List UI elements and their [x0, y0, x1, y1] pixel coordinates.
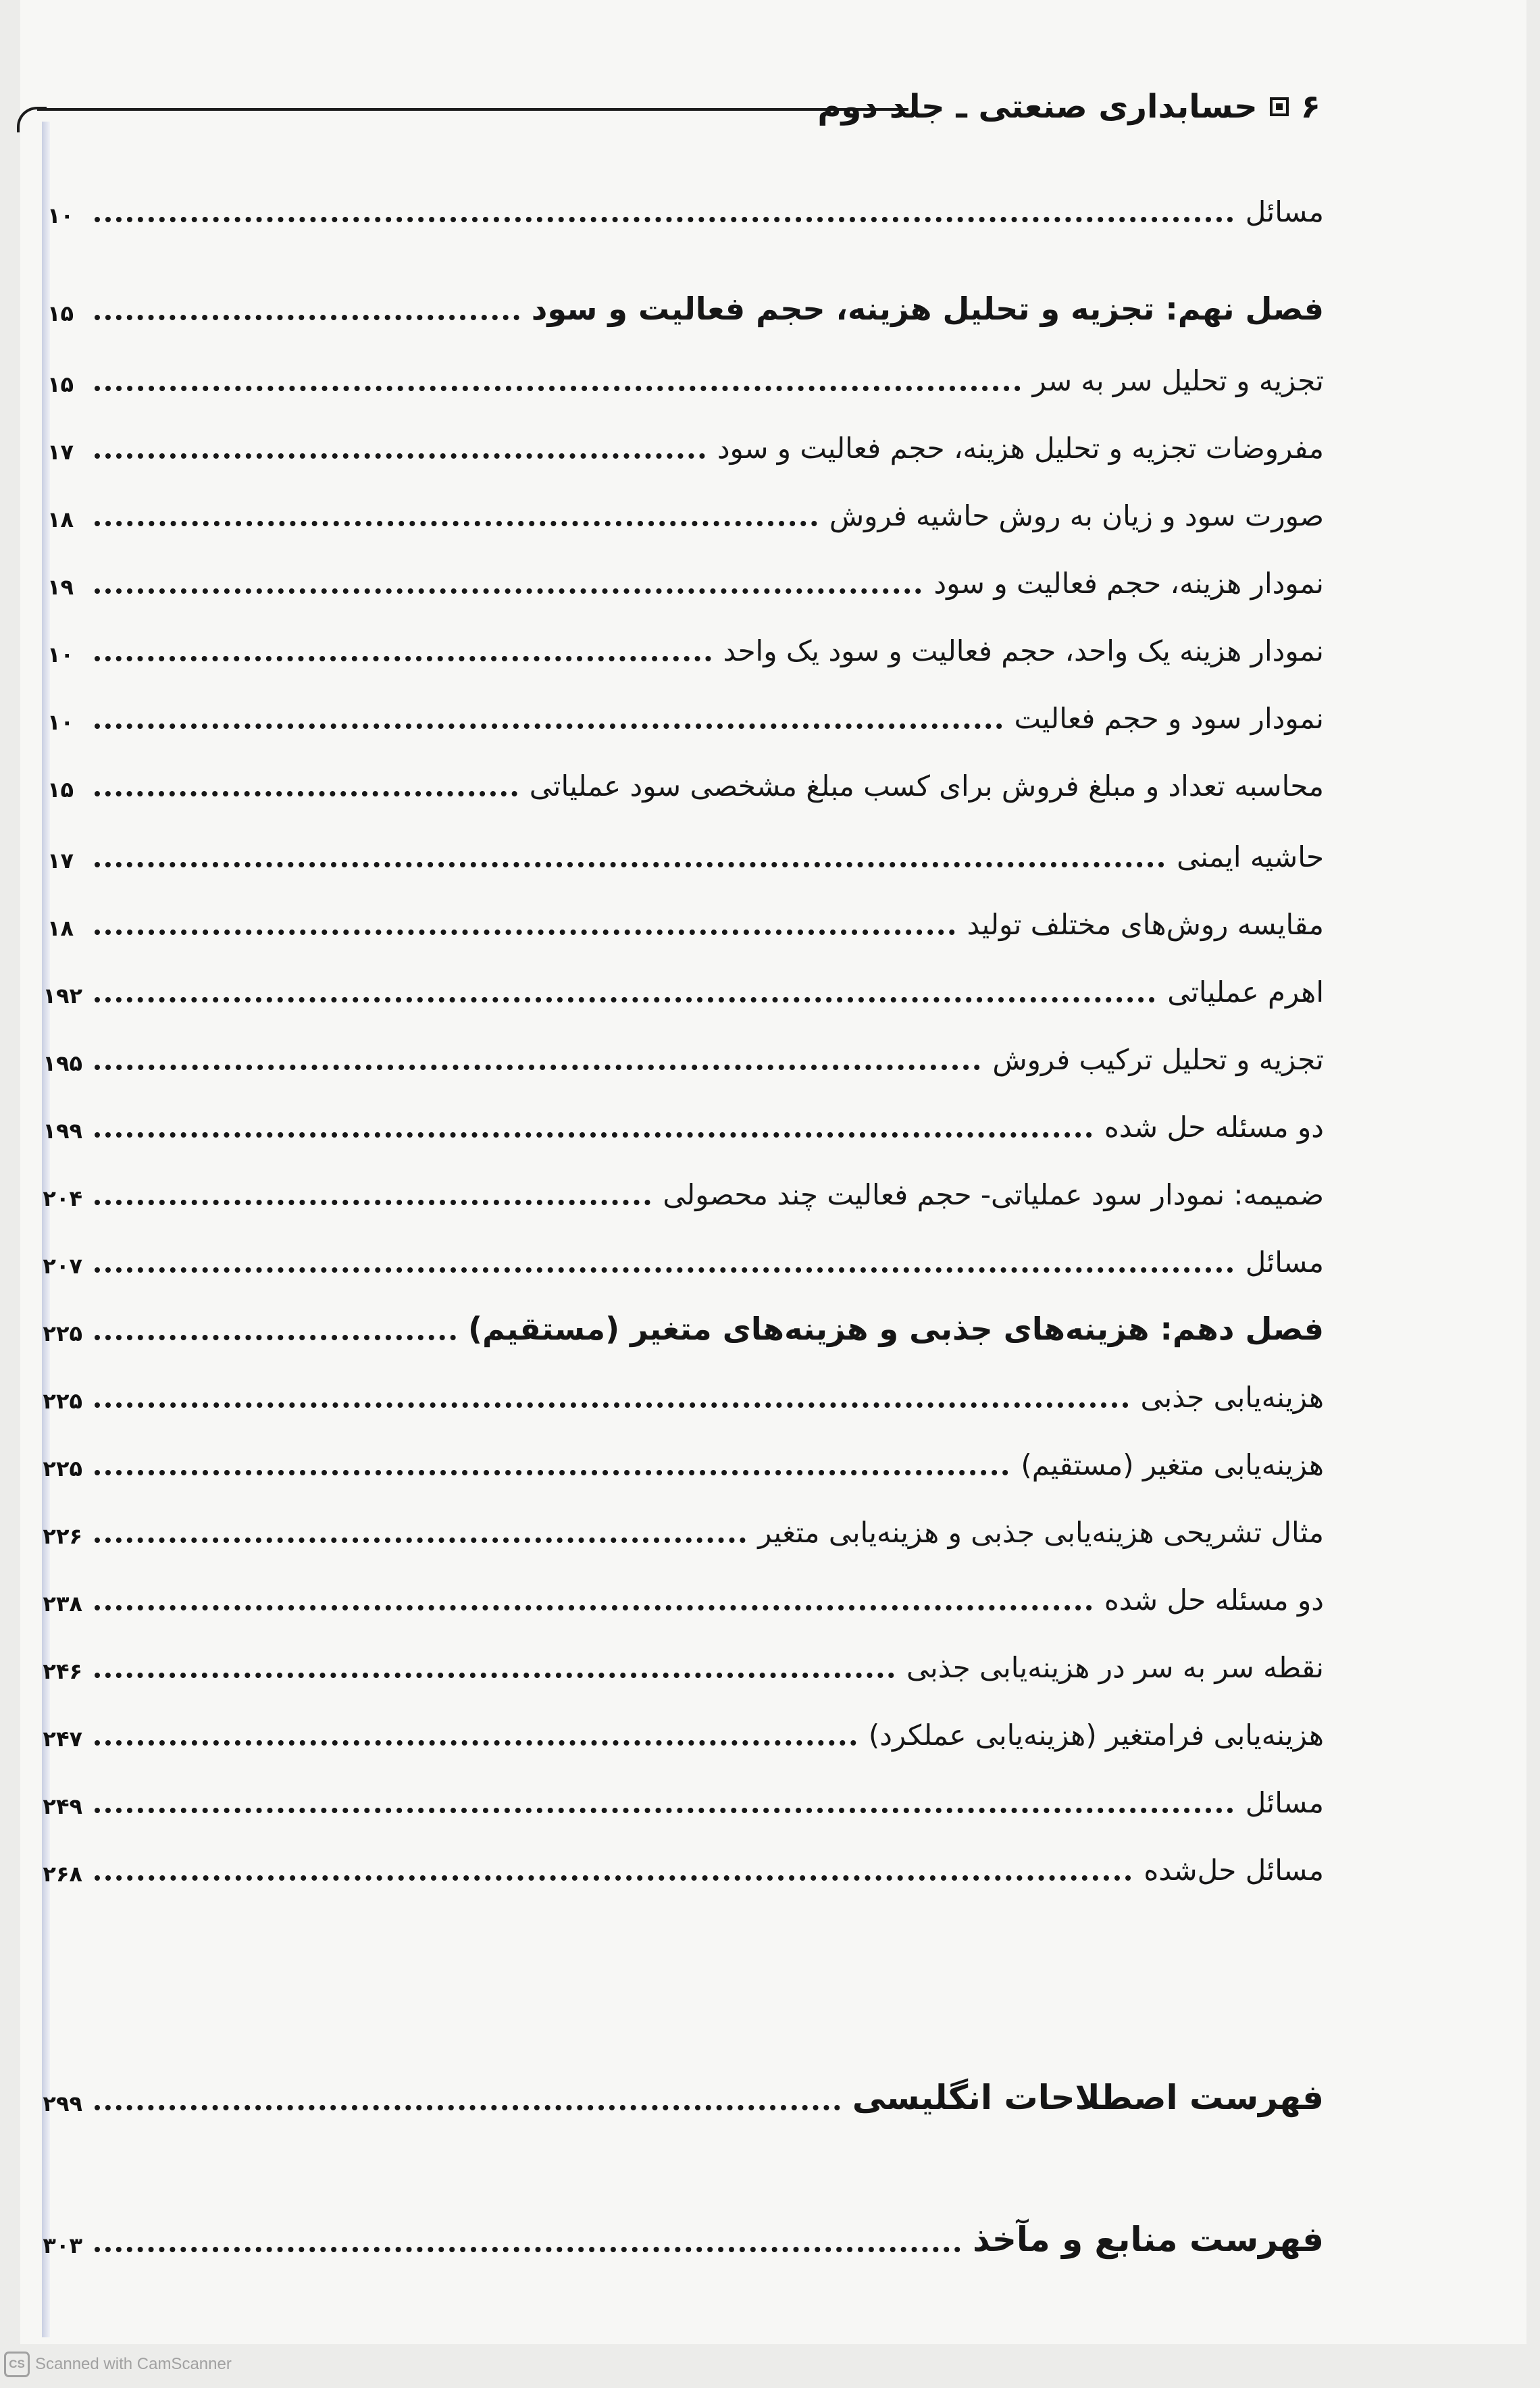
toc-entry-page: ۲۰۷ — [43, 1253, 82, 1279]
toc-dot-leader — [95, 1808, 1233, 1813]
toc-dot-leader — [95, 1740, 856, 1746]
page-header — [37, 88, 1320, 135]
toc-entry-page: ۱۸ — [47, 915, 74, 941]
toc-entry-page: ۲۳۸ — [43, 1591, 82, 1617]
square-bullet-icon — [1270, 97, 1289, 116]
toc-entry-page: ۲۴۶ — [43, 1658, 82, 1684]
book-title: حسابداری صنعتی ـ جلد دوم — [817, 88, 1258, 126]
toc-entry-page: ۱۰ — [47, 203, 74, 228]
toc-dot-leader — [95, 930, 955, 935]
toc-chapter-entry — [43, 1290, 1324, 1347]
toc-entry — [43, 1020, 1324, 1076]
toc-entry — [43, 1493, 1324, 1549]
toc-entry-page: ۱۵ — [47, 301, 74, 326]
toc-entry-label: هزینه‌یابی فرامتغیر (هزینه‌یابی عملکرد) — [868, 1719, 1324, 1752]
toc-dot-leader — [95, 862, 1164, 867]
camscanner-logo-icon: CS — [4, 2352, 30, 2377]
toc-dot-leader — [95, 2247, 960, 2252]
toc-entry-label: ضمیمه: نمودار سود عملیاتی- حجم فعالیت چند محصولی — [663, 1178, 1324, 1211]
toc-dot-leader — [95, 1673, 894, 1678]
toc-entry-label: مسائل حل‌شده — [1144, 1854, 1324, 1887]
toc-entry-page: ۱۰ — [47, 709, 74, 735]
toc-entry-page: ۲۴۷ — [43, 1726, 82, 1752]
toc-entry-label: تجزیه و تحلیل سر به سر — [1032, 364, 1324, 397]
toc-entry — [43, 1628, 1324, 1684]
toc-entry-page: ۲۰۴ — [43, 1186, 82, 1211]
toc-dot-leader — [95, 453, 705, 459]
toc-entry — [47, 885, 1324, 939]
toc-dot-leader — [95, 386, 1021, 391]
toc-entry-page: ۱۹ — [47, 574, 74, 600]
page-number: ۶ — [1300, 88, 1320, 126]
toc-dot-leader — [95, 1875, 1131, 1881]
toc-dot-leader — [95, 1065, 980, 1070]
watermark-text: Scanned with CamScanner — [35, 2355, 232, 2373]
toc-entry-page: ۲۲۵ — [43, 1388, 82, 1414]
toc-entry-label: فصل دهم: هزینه‌های جذبی و هزینه‌های متغیر (مستقیم) — [468, 1311, 1324, 1347]
toc-entry-label: فهرست اصطلاحات انگلیسی — [852, 2078, 1324, 2117]
toc-dot-leader — [95, 656, 711, 661]
toc-dot-leader — [95, 2105, 840, 2110]
toc-entry-page: ۳۰۳ — [43, 2233, 82, 2258]
toc-entry-page: ۱۷ — [47, 848, 74, 873]
toc-entry-label: صورت سود و زیان به روش حاشیه فروش — [829, 499, 1324, 532]
document-page — [20, 0, 1526, 2344]
toc-entry-page: ۱۷ — [47, 439, 74, 465]
toc-entry-label: مقایسه روش‌های مختلف تولید — [967, 908, 1324, 941]
toc-entry-label: دو مسئله حل شده — [1104, 1583, 1324, 1617]
toc-dot-leader — [95, 997, 1155, 1002]
toc-entry-label: حاشیه ایمنی — [1177, 840, 1324, 873]
toc-entry-label: فصل نهم: تجزیه و تحلیل هزینه، حجم فعالیت و سود — [531, 290, 1324, 327]
toc-entry — [47, 746, 1324, 801]
toc-entry-page: ۱۸ — [47, 507, 74, 532]
toc-entry-page: ۱۰ — [47, 642, 74, 667]
toc-dot-leader — [95, 1605, 1092, 1610]
toc-dot-leader — [95, 791, 517, 796]
toc-entry-page: ۲۶۸ — [43, 1861, 82, 1887]
toc-entry — [47, 476, 1324, 530]
toc-entry — [43, 1425, 1324, 1481]
toc-entry-label: نمودار هزینه یک واحد، حجم فعالیت و سود یک واحد — [723, 634, 1324, 667]
toc-entry-page: ۲۴۹ — [43, 1794, 82, 1819]
scanner-watermark — [4, 2352, 232, 2377]
toc-entry — [47, 544, 1324, 598]
toc-entry-label: اهرم عملیاتی — [1167, 975, 1324, 1009]
toc-entry — [43, 1155, 1324, 1211]
toc-dot-leader — [95, 588, 921, 594]
toc-entry-page: ۱۹۲ — [43, 983, 82, 1009]
toc-entry-label: دو مسئله حل شده — [1104, 1111, 1324, 1144]
toc-entry-page: ۱۵ — [47, 777, 74, 803]
toc-dot-leader — [95, 1200, 650, 1205]
toc-entry-label: تجزیه و تحلیل ترکیب فروش — [992, 1043, 1324, 1076]
toc-entry-label: نقطه سر به سر در هزینه‌یابی جذبی — [906, 1651, 1324, 1684]
toc-dot-leader — [95, 1402, 1129, 1408]
toc-entry-label: مفروضات تجزیه و تحلیل هزینه، حجم فعالیت و سود — [717, 432, 1324, 465]
toc-entry-page: ۲۲۵ — [43, 1321, 82, 1346]
toc-chapter-entry — [47, 270, 1324, 327]
toc-entry-label: هزینه‌یابی جذبی — [1140, 1381, 1324, 1414]
toc-entry — [43, 1560, 1324, 1617]
toc-entry — [43, 1088, 1324, 1144]
toc-dot-leader — [95, 1470, 1008, 1475]
toc-dot-leader — [95, 1132, 1092, 1138]
toc-dot-leader — [95, 723, 1002, 729]
toc-entry-page: ۲۹۹ — [43, 2091, 82, 2116]
toc-entry-label: نمودار هزینه، حجم فعالیت و سود — [933, 567, 1324, 600]
toc-entry — [43, 952, 1324, 1009]
toc-entry-label: محاسبه تعداد و مبلغ فروش برای کسب مبلغ مشخصی سود عملیاتی — [529, 769, 1324, 803]
toc-entry-label: مسائل — [1245, 1246, 1324, 1279]
toc-entry-page: ۱۹۹ — [43, 1118, 82, 1144]
toc-entry-label: مسائل — [1245, 195, 1324, 228]
toc-section-entry — [43, 2060, 1324, 2117]
toc-section-entry — [43, 2202, 1324, 2259]
toc-entry — [47, 409, 1324, 463]
toc-entry-page: ۱۹۵ — [43, 1050, 82, 1076]
toc-entry-label: مثال تشریحی هزینه‌یابی جذبی و هزینه‌یابی متغیر — [758, 1516, 1324, 1549]
toc-entry-label: مسائل — [1245, 1786, 1324, 1819]
toc-entry — [43, 1696, 1324, 1752]
toc-dot-leader — [95, 315, 519, 320]
toc-dot-leader — [95, 217, 1233, 222]
toc-entry-page: ۲۲۶ — [43, 1523, 82, 1549]
toc-entry — [43, 1763, 1324, 1819]
toc-entry — [47, 341, 1324, 395]
toc-dot-leader — [95, 1538, 746, 1543]
toc-dot-leader — [95, 521, 817, 526]
toc-entry — [47, 172, 1324, 226]
toc-entry-page: ۱۵ — [47, 372, 74, 397]
toc-dot-leader — [95, 1335, 456, 1340]
header-rule — [37, 108, 908, 111]
toc-entry — [47, 817, 1324, 871]
toc-entry — [43, 1831, 1324, 1887]
toc-entry — [47, 611, 1324, 665]
header-rule-curve — [17, 107, 47, 132]
toc-entry — [47, 679, 1324, 733]
toc-dot-leader — [95, 1267, 1233, 1273]
toc-entry-label: هزینه‌یابی متغیر (مستقیم) — [1021, 1448, 1324, 1481]
toc-entry-label: فهرست منابع و مآخذ — [973, 2220, 1324, 2259]
toc-entry-page: ۲۲۵ — [43, 1456, 82, 1481]
toc-entry — [43, 1358, 1324, 1414]
toc-entry — [43, 1223, 1324, 1279]
toc-entry-label: نمودار سود و حجم فعالیت — [1014, 702, 1324, 735]
